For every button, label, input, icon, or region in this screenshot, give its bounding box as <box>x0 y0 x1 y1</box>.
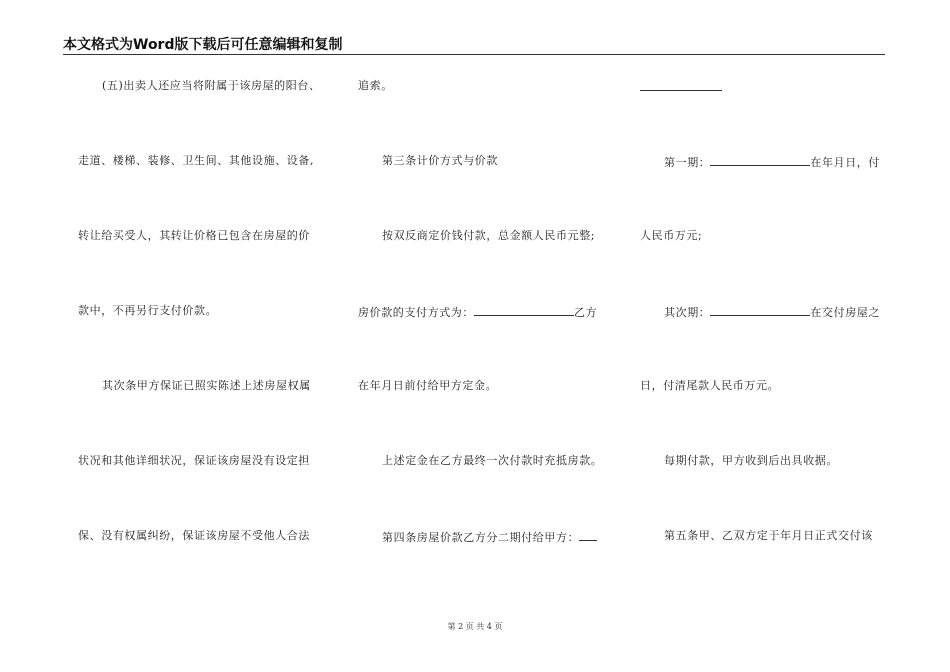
paragraph-line: 状况和其他详细状况，保证该房屋没有设定担 <box>78 454 310 467</box>
paragraph-line: 人民币万元; <box>640 229 703 242</box>
paragraph-line <box>382 529 597 545</box>
text-column-1 <box>78 0 328 672</box>
paragraph-line <box>358 304 597 320</box>
line-text: 乙方 <box>574 306 598 319</box>
fill-in-blank <box>640 79 722 91</box>
line-text: 在交付房屋之 <box>810 306 881 319</box>
paragraph-line: 在年月日前付给甲方定金。 <box>358 379 498 392</box>
paragraph-line: 其次条甲方保证已照实陈述上述房屋权属 <box>102 379 311 392</box>
paragraph-line: (五)出卖人还应当将附属于该房屋的阳台、 <box>102 79 321 92</box>
paragraph-line: 日，付清尾款人民币万元。 <box>640 379 780 392</box>
page-number: 第 2 页 共 4 页 <box>447 622 503 631</box>
text-column-2 <box>358 0 608 672</box>
fill-in-blank <box>474 304 574 316</box>
section-heading: 第三条计价方式与价款 <box>382 154 498 167</box>
fill-in-blank <box>579 529 597 541</box>
paragraph-line: 款中，不再另行支付价款。 <box>78 304 218 317</box>
line-text: 第一期： <box>664 156 711 169</box>
fill-in-blank <box>710 154 810 166</box>
paragraph-line: 转让给买受人，其转让价格已包含在房屋的价 <box>78 229 310 242</box>
line-text: 第四条房屋价款乙方分二期付给甲方： <box>382 531 580 544</box>
document-header: 本文格式为Word版下载后可任意编辑和复制 <box>63 36 885 55</box>
paragraph-line: 追索。 <box>358 79 393 92</box>
paragraph-line: 保、没有权属纠纷，保证该房屋不受他人合法 <box>78 529 310 542</box>
paragraph-line: 每期付款，甲方收到后出具收据。 <box>664 454 838 467</box>
paragraph-line: 上述定金在乙方最终一次付款时充抵房款。 <box>382 454 603 467</box>
fill-in-blank <box>710 304 810 316</box>
line-text: 其次期： <box>664 306 711 319</box>
section-heading: 第五条甲、乙双方定于年月日正式交付该 <box>664 529 873 542</box>
text-column-3 <box>640 0 890 672</box>
line-text: 在年月日，付 <box>810 156 881 169</box>
line-text: 房价款的支付方式为： <box>358 306 474 319</box>
paragraph-line: 按双反商定价钱付款，总金额人民币元整; <box>382 229 596 242</box>
paragraph-line <box>640 79 722 95</box>
paragraph-line <box>664 154 880 170</box>
paragraph-line <box>664 304 880 320</box>
paragraph-line: 走道、楼梯、装修、卫生间、其他设施、设备, <box>78 154 315 167</box>
